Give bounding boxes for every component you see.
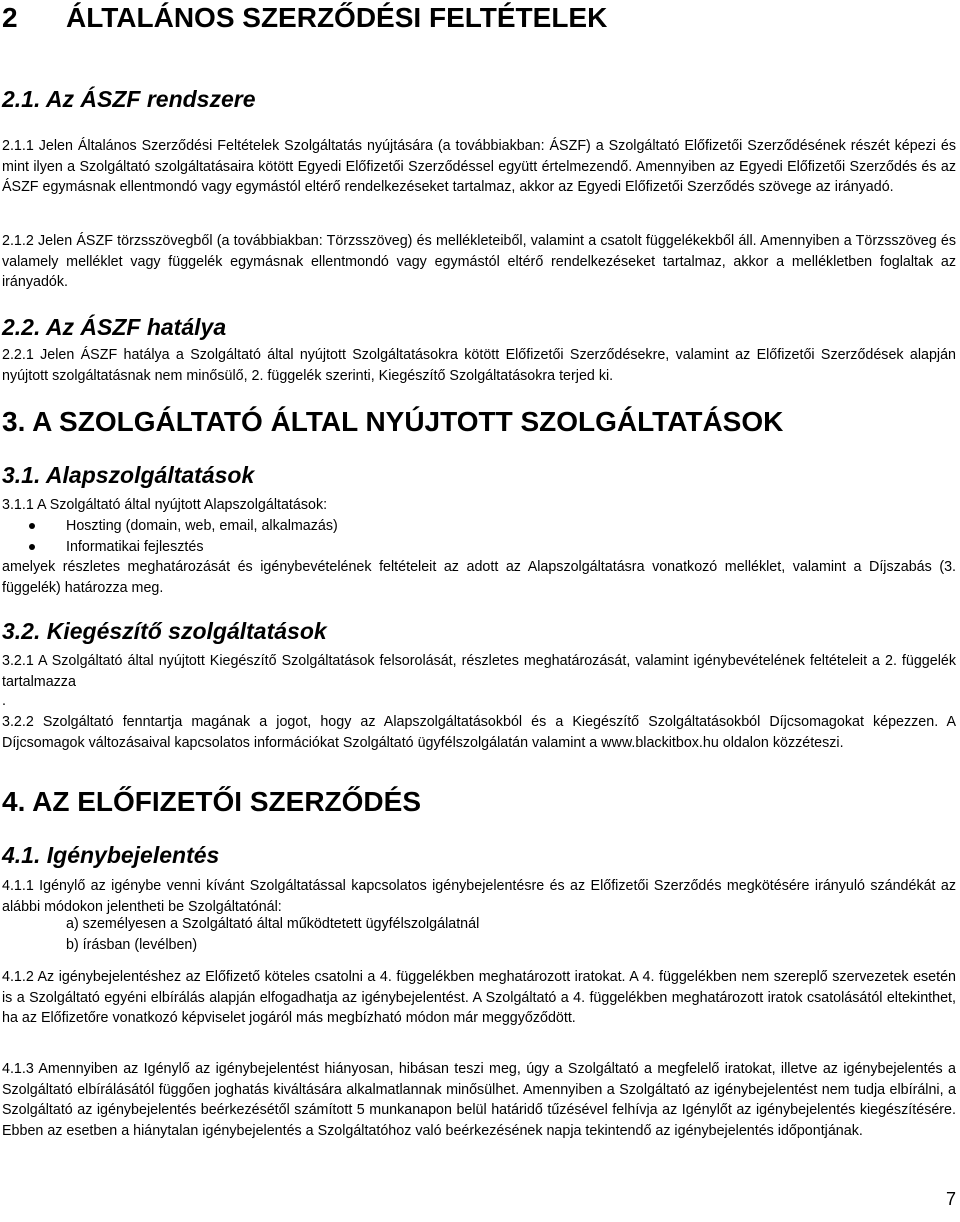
page-number: 7 — [945, 1189, 956, 1209]
list-item: Informatikai fejlesztés — [2, 537, 956, 558]
paragraph-4-1-3: 4.1.3 Amennyiben az Igénylő az igénybejelentést hiányosan, hibásan teszi meg, úgy a Szolgáltató a megfelelő iratokat, illetve az igénybejelentés a Szolgáltató elbírálásától függően joghatás kiváltására alkalmatlannak minősülhet. Amennyiben a Szolgáltató az igénybejelentést nem tudja elbírálni, a Szolgáltató az igénybejelentés beérkezésétől számított 5 munkanapon belül határidő tűzésével felhívja az Igénylőt az igénybejelentés kiegészítésére. Ebben az esetben a hiánytalan igénybejelentés a Szolgáltatóhoz való beérkezésének napja tekintendő az igénybejelentés időpontjának. — [2, 1061, 956, 1139]
paragraph-4-1-1: 4.1.1 Igénylő az igénybe venni kívánt Szolgáltatással kapcsolatos igénybejelentésre és az Előfizetői Szerződés megkötésére irányuló szándékát az alábbi módokon jelentheti be Szolgáltatónál: — [2, 878, 956, 915]
chapter-4-heading: 4. AZ ELŐFIZETŐI SZERZŐDÉS — [2, 786, 421, 817]
section-3-1-heading: 3.1. Alapszolgáltatások — [2, 462, 255, 488]
chapter-2-number: 2 — [2, 2, 18, 33]
paragraph-dot: . — [2, 693, 6, 709]
list-item: a) személyesen a Szolgáltató által működtetett ügyfélszolgálatnál — [66, 916, 480, 932]
section-4-1-heading: 4.1. Igénybejelentés — [2, 842, 220, 868]
section-3-2-heading: 3.2. Kiegészítő szolgáltatások — [2, 618, 327, 644]
paragraph-3-1-1: 3.1.1 A Szolgáltató által nyújtott Alapszolgáltatások: — [2, 497, 328, 513]
paragraph-4-1-2: 4.1.2 Az igénybejelentéshez az Előfizető köteles csatolni a 4. függelékben meghatározott iratokat. A 4. függelékben nem szereplő szervezetek esetén is a Szolgáltató egyéni elbírálás alapján elfogadhatja az igénybejelentést. A Szolgáltató a 4. függelékben meghatározott iratok csatolásától eltekinthet, ha az Előfizetőre vonatkozó képviselet jogáról más megbízható módon már meggyőződött. — [2, 969, 956, 1026]
request-methods-list — [2, 914, 956, 955]
paragraph-2-1-1: 2.1.1 Jelen Általános Szerződési Feltételek Szolgáltatás nyújtására (a továbbiakban: ÁSZF) a Szolgáltató Előfizetői Szerződésének részét képezi és mint ilyen a Szolgáltató szolgáltatásaira kötött Egyedi Előfizetői Szerződéssel együtt értelmezendő. Amennyiben az Egyedi Előfizetői Szerződés és az ÁSZF egymásnak ellentmondó vagy egymástól eltérő rendelkezéseket tartalmaz, akkor az Egyedi Előfizetői Szerződés szövege az irányadó. — [2, 138, 956, 195]
paragraph-3-2-1: 3.2.1 A Szolgáltató által nyújtott Kiegészítő Szolgáltatások felsorolását, részletes meghatározását, valamint igénybevételének feltételeit a 2. függelék tartalmazza — [2, 653, 956, 690]
chapter-3-heading: 3. A SZOLGÁLTATÓ ÁLTAL NYÚJTOTT SZOLGÁLTATÁSOK — [2, 406, 784, 437]
chapter-2-heading — [2, 2, 956, 34]
paragraph-2-2-1: 2.2.1 Jelen ÁSZF hatálya a Szolgáltató által nyújtott Szolgáltatásokra kötött Előfizetői Szerződésekre, valamint az Előfizetői Szerződések alapján nyújtott szolgáltatásnak nem minősülő, 2. függelék szerinti, Kiegészítő Szolgáltatásokra terjed ki. — [2, 347, 956, 384]
list-item: b) írásban (levélben) — [66, 936, 198, 953]
paragraph-3-1-1-continuation: amelyek részletes meghatározását és igénybevételének feltételeit az adott az Alapszolgáltatásra vonatkozó melléklet, valamint a Díjszabás (3. függelék) határozza meg. — [2, 559, 956, 596]
section-2-2-heading: 2.2. Az ÁSZF hatálya — [2, 314, 227, 340]
bullet-icon — [29, 523, 35, 529]
service-bullet-list — [2, 516, 956, 557]
paragraph-2-1-2: 2.1.2 Jelen ÁSZF törzsszövegből (a továbbiakban: Törzsszöveg) és mellékleteiből, valamint a csatolt függelékekből áll. Amennyiben a Törzsszöveg és valamely melléklet vagy függelék egymásnak ellentmondó vagy egymástól eltérő rendelkezéseket tartalmaz, akkor a mellékletben foglaltak az irányadók. — [2, 233, 956, 290]
section-2-1-heading: 2.1. Az ÁSZF rendszere — [2, 86, 256, 112]
list-item: Hoszting (domain, web, email, alkalmazás) — [2, 516, 956, 537]
chapter-2-title: ÁLTALÁNOS SZERZŐDÉSI FELTÉTELEK — [66, 2, 608, 33]
paragraph-3-2-2: 3.2.2 Szolgáltató fenntartja magának a jogot, hogy az Alapszolgáltatásokból és a Kiegészítő Szolgáltatásokból Díjcsomagokat képezzen. A Díjcsomagok változásaival kapcsolatos információkat Szolgáltató ügyfélszolgálatán valamint a www.blackitbox.hu oldalon közzéteszi. — [2, 714, 956, 751]
bullet-icon — [29, 544, 35, 550]
